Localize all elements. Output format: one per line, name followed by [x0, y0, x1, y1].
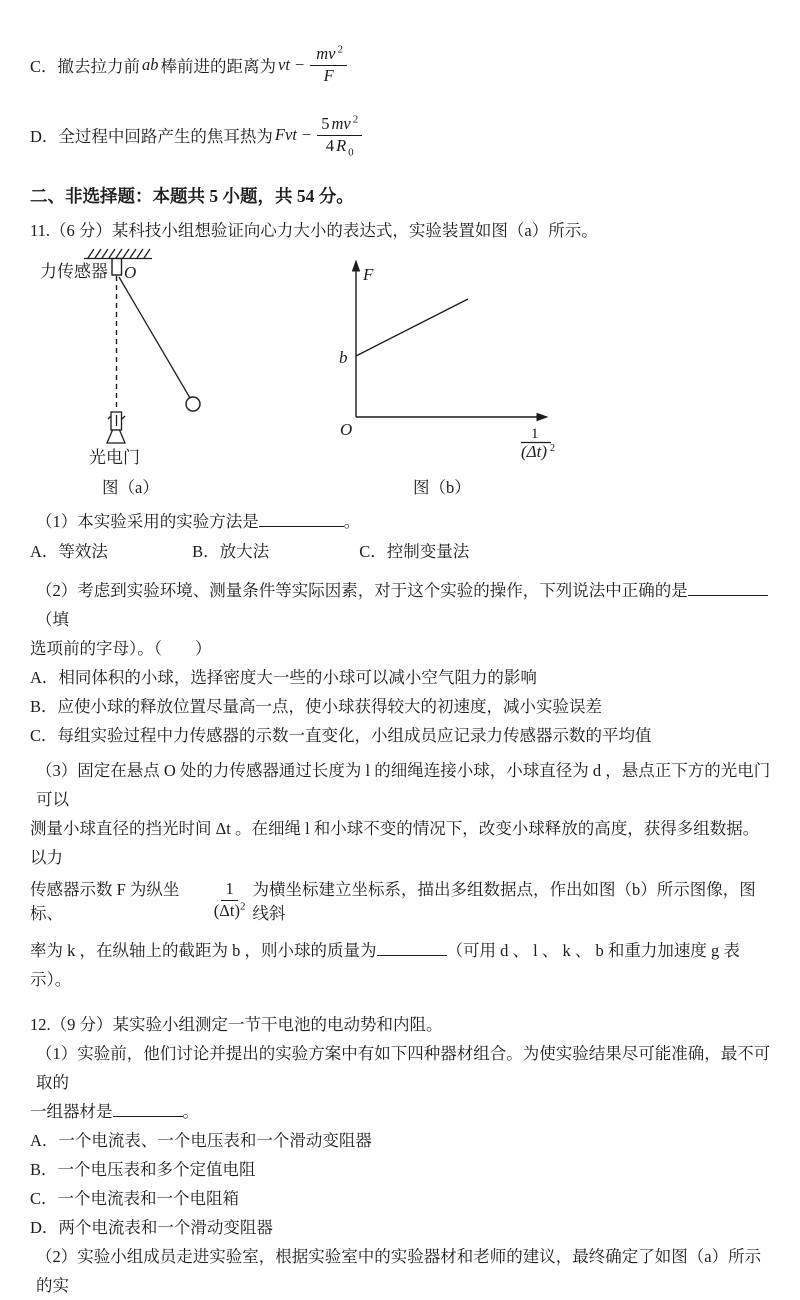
- y-axis-label: F: [363, 265, 374, 284]
- svg-text:1: 1: [531, 426, 539, 442]
- caption-figure-a: 图（a）: [102, 478, 159, 497]
- x-axis-label-fraction: [521, 426, 555, 461]
- section-title: 二、非选择题：本题共 5 小题，共 54 分。: [30, 186, 354, 206]
- answer-blank: [259, 511, 344, 528]
- q11-p2-option-b: B．应使小球的释放位置尽量高一点，使小球获得较大的初速度，减小实验误差: [30, 697, 603, 716]
- minus-sign: −: [294, 55, 305, 74]
- fraction-denominator: $(\Delta t)^2$: [213, 900, 246, 920]
- var-fvt: Fvt: [274, 125, 297, 144]
- f-vs-inverse-dt2-graph: [325, 255, 565, 461]
- ceiling-hatch-icon: [84, 249, 152, 259]
- apparatus-diagram: [32, 247, 262, 475]
- fraction-denominator: 4 R $_0$: [325, 135, 354, 158]
- q11-p1-option-a: A．等效法: [30, 542, 108, 561]
- q11-p2-option-c: C．每组实验过程中力传感器的示数一直变化，小组成员应记录力传感器示数的平均值: [30, 726, 652, 745]
- q11-part3-line4: 率为 k ，在纵轴上的截距为 b ，则小球的质量为 （可用 d 、 l 、 k 、 b 和重力加速度 g 表示）。: [30, 941, 740, 989]
- origin-label: O: [340, 420, 353, 439]
- q11-part1-options: [30, 537, 772, 566]
- var-ab: ab: [142, 55, 159, 74]
- q11-part2-line1: （2）考虑到实验环境、测量条件等实际因素，对于这个实验的操作，下列说法中正确的是（填: [30, 576, 772, 634]
- q12-stem: 12.（9 分）某实验小组测定一节干电池的电动势和内阻。: [30, 1015, 443, 1034]
- fraction-1-over-dt2: [210, 880, 250, 919]
- x-axis-arrow-icon: [537, 414, 547, 421]
- option-c-text2: 棒前进的距离为: [160, 57, 277, 76]
- q11-part3-line1: （3）固定在悬点 O 处的力传感器通过长度为 l 的细绳连接小球，小球直径为 d ，悬点正下方的光电门可以: [36, 761, 771, 809]
- ball-icon: [186, 397, 200, 411]
- force-sensor-label: 力传感器: [40, 262, 108, 281]
- q11-part3-line2: 测量小球直径的挡光时间 Δt 。在细绳 l 和小球不变的情况下，改变小球释放的高度，获得多组数据。以力: [30, 819, 760, 867]
- suspension-point-label: O: [124, 263, 137, 282]
- var-vt: vt: [278, 55, 290, 74]
- option-d-text: 全过程中回路产生的焦耳热为: [58, 127, 273, 146]
- option-c-text: 撤去拉力前: [57, 57, 141, 76]
- option-d-label: D．: [30, 127, 59, 146]
- q11-p1-option-b: B．放大法: [192, 542, 270, 561]
- caption-figure-b: 图（b）: [412, 478, 471, 497]
- option-d-row: [30, 110, 772, 160]
- answer-blank: [377, 940, 447, 957]
- intercept-label: b: [339, 348, 348, 367]
- q11-part1: （1）本实验采用的实验方法是 。: [36, 512, 361, 531]
- force-sensor-icon: [112, 259, 122, 276]
- svg-text:2: 2: [550, 443, 555, 454]
- q12-option-d: D．两个电流表和一个滑动变阻器: [30, 1218, 273, 1237]
- photogate-icon: [107, 412, 125, 443]
- q12-option-a: A．一个电流表、一个电压表和一个滑动变阻器: [30, 1131, 372, 1150]
- q11-p1-option-c: C．控制变量法: [359, 542, 470, 561]
- q11-stem: 11.（6 分）某科技小组想验证向心力大小的表达式，实验装置如图（a）所示。: [30, 221, 598, 240]
- q12-option-c: C．一个电流表和一个电阻箱: [30, 1189, 240, 1208]
- fraction-numerator: 5 mv $^2$: [317, 115, 362, 135]
- q11-part2-line2: 选项前的字母）。（ ）: [30, 639, 212, 658]
- fraction-numerator: 1: [221, 880, 237, 900]
- photogate-label: 光电门: [89, 448, 140, 467]
- fraction-mv2-over-f: [310, 45, 347, 84]
- y-axis-arrow-icon: [353, 261, 360, 271]
- option-c-row: [30, 40, 772, 90]
- q12-part2-line1: （2）实验小组成员走进实验室，根据实验室中的实验器材和老师的建议，最终确定了如图（a）所示的实: [36, 1247, 762, 1295]
- fraction-5mv2-over-4r0: [317, 113, 362, 158]
- answer-blank: [113, 1101, 183, 1118]
- answer-blank: [688, 580, 768, 597]
- string-line: [119, 277, 190, 398]
- option-c-label: C．: [30, 57, 58, 76]
- minus-sign: −: [301, 125, 312, 144]
- q12-part1-line1: （1）实验前，他们讨论并提出的实验方案中有如下四种器材组合。为使实验结果尽可能准确，最不可取的: [36, 1044, 771, 1092]
- data-line: [356, 299, 468, 356]
- fraction-numerator: mv $^2$: [310, 45, 347, 65]
- q11-part3-line3: 传感器示数 F 为纵坐标、 $\frac{1}{(\Delta t)^2}$ 为横坐标建立坐标系，描出多组数据点，作出如图（b）所示图像，图线斜: [30, 879, 756, 923]
- svg-text:(Δt): (Δt): [521, 442, 548, 461]
- figure-captions: [30, 475, 772, 501]
- q12-part1-line2: 一组器材是 。: [30, 1102, 199, 1121]
- fraction-denominator: F: [323, 65, 334, 85]
- q12-option-b: B．一个电压表和多个定值电阻: [30, 1160, 256, 1179]
- q11-p2-option-a: A．相同体积的小球，选择密度大一些的小球可以减小空气阻力的影响: [30, 668, 537, 687]
- q11-figures: [30, 247, 772, 475]
